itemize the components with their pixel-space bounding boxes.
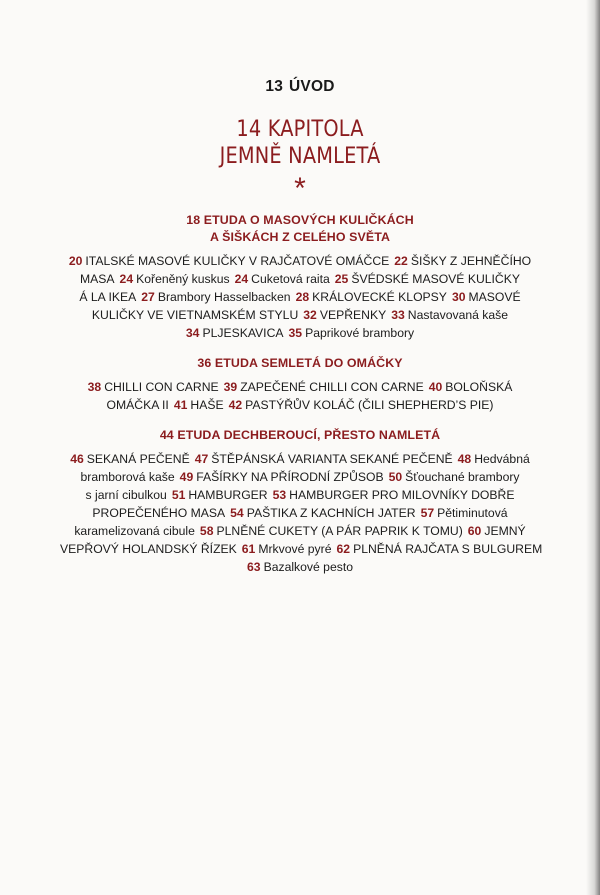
recipe-entry [235, 272, 330, 286]
recipe-page-number: 24 [234, 272, 249, 286]
recipe-page-number: 22 [394, 254, 408, 268]
recipe-entry [92, 506, 225, 520]
recipe-title: s jarní cibulkou [85, 488, 167, 502]
chapter-title-line-1 [89, 116, 511, 143]
recipe-title: karamelizovaná cibule [74, 524, 195, 538]
recipe-page-number: 60 [467, 524, 482, 538]
chapter-label: KAPITOLA [267, 117, 364, 142]
recipe-entry [86, 488, 167, 502]
etude-page-number: 18 [186, 213, 201, 227]
recipe-title: PLNĚNÉ CUKETY (A PÁR PAPRIK K TOMU) [216, 524, 463, 538]
etude-page-number: 36 [197, 356, 212, 370]
recipe-title: ITALSKÉ MASOVÉ KULIČKY V RAJČATOVÉ OMÁČCE [85, 254, 390, 268]
recipe-title: MASOVÉ [468, 290, 521, 304]
recipe-title: BOLOŇSKÁ [445, 380, 513, 394]
chapter-page-number: 14 [236, 117, 262, 142]
etude-title: ETUDA DECHBEROUCÍ, PŘESTO NAMLETÁ [173, 428, 441, 442]
recipe-entry [335, 272, 520, 286]
recipe-page-number: 42 [228, 398, 243, 412]
recipe-page-number: 39 [223, 380, 238, 394]
recipe-line [60, 504, 540, 522]
recipe-page-number: 54 [230, 506, 244, 520]
recipe-line [60, 486, 540, 504]
recipe-title: HAŠE [190, 398, 224, 412]
recipe-page-number: 40 [428, 380, 443, 394]
recipe-list [60, 252, 540, 342]
recipe-line [60, 378, 540, 396]
recipe-line [60, 252, 540, 270]
recipe-entry [92, 308, 298, 322]
recipe-entry [289, 326, 415, 340]
recipe-page-number: 47 [194, 452, 209, 466]
recipe-line [60, 540, 543, 558]
recipe-title: OMÁČKA II [106, 398, 169, 412]
recipe-page-number: 48 [457, 452, 472, 466]
recipe-page-number: 24 [119, 272, 134, 286]
recipe-list [60, 450, 543, 576]
page-edge-shadow [586, 0, 600, 895]
recipe-title: ŠVÉDSKÉ MASOVÉ KULIČKY [351, 272, 520, 286]
recipe-title: PASTÝŘŮV KOLÁČ (ČILI SHEPHERD’S PIE) [245, 398, 494, 412]
sections-container [60, 212, 543, 576]
recipe-entry [296, 290, 447, 304]
recipe-title: Brambory Hasselbacken [157, 290, 291, 304]
etude-page-number: 44 [159, 428, 174, 442]
recipe-entry [141, 290, 290, 304]
recipe-title: Kořeněný kuskus [136, 272, 230, 286]
recipe-line [60, 270, 540, 288]
etude-heading-line: A ŠIŠKÁCH Z CELÉHO SVĚTA [209, 230, 390, 244]
recipe-entry [394, 254, 531, 268]
recipe-title: JEMNÝ [484, 524, 526, 538]
chapter-title-line-2: JEMNĚ NAMLETÁ [219, 144, 381, 169]
recipe-title: MASA [80, 272, 115, 286]
recipe-title: PAŠTIKA Z KACHNÍCH JATER [246, 506, 416, 520]
recipe-page-number: 58 [199, 524, 214, 538]
recipe-page-number: 20 [68, 254, 83, 268]
recipe-entry [200, 524, 463, 538]
recipe-page-number: 50 [388, 470, 403, 484]
recipe-page-number: 34 [185, 326, 200, 340]
intro-page-number: 13 [265, 78, 284, 95]
recipe-entry [174, 398, 224, 412]
recipe-entry [421, 506, 508, 520]
recipe-entry [247, 560, 353, 574]
recipe-title: Cuketová raita [251, 272, 330, 286]
recipe-page-number: 33 [391, 308, 405, 322]
etude-heading-line [60, 355, 540, 372]
recipe-entry [303, 308, 386, 322]
recipe-entry [195, 452, 453, 466]
intro-label: ÚVOD [289, 78, 335, 95]
recipe-title: HAMBURGER PRO MILOVNÍKY DOBŘE [289, 488, 515, 502]
recipe-entry [74, 524, 195, 538]
recipe-entry [60, 542, 237, 556]
recipe-page-number: 32 [303, 308, 317, 322]
recipe-page-number: 27 [141, 290, 155, 304]
chapter-title [89, 116, 511, 170]
recipe-page-number: 38 [87, 380, 102, 394]
recipe-entry [242, 542, 332, 556]
recipe-line [60, 288, 540, 306]
recipe-entry [391, 308, 508, 322]
recipe-title: Nastavovaná kaše [407, 308, 509, 322]
recipe-entry [79, 290, 136, 304]
recipe-entry [81, 470, 175, 484]
recipe-entry [120, 272, 230, 286]
recipe-title: VEPŘENKY [319, 308, 387, 322]
etude-heading [60, 212, 540, 246]
recipe-title: Pětiminutová [437, 506, 508, 520]
recipe-title: ŠTĚPÁNSKÁ VARIANTA SEKANÉ PEČENĚ [211, 452, 453, 466]
recipe-page-number: 57 [420, 506, 435, 520]
intro-entry [60, 78, 540, 96]
recipe-page-number: 51 [171, 488, 186, 502]
recipe-page-number: 35 [288, 326, 303, 340]
recipe-title: Šťouchané brambory [405, 470, 520, 484]
recipe-title: PLJESKAVICA [202, 326, 284, 340]
recipe-entry [224, 380, 424, 394]
recipe-line [60, 306, 540, 324]
recipe-title: Hedvábná [474, 452, 530, 466]
recipe-entry [458, 452, 530, 466]
recipe-line [60, 558, 540, 576]
etude-heading [60, 427, 540, 444]
recipe-title: PLNĚNÁ RAJČATA S BULGUREM [353, 542, 543, 556]
recipe-page-number: 25 [334, 272, 349, 286]
recipe-title: ZAPEČENÉ CHILLI CON CARNE [240, 380, 424, 394]
recipe-page-number: 63 [247, 560, 261, 574]
recipe-title: CHILLI CON CARNE [104, 380, 219, 394]
recipe-title: PROPEČENÉHO MASA [92, 506, 226, 520]
etude-heading [60, 355, 540, 372]
recipe-entry [389, 470, 520, 484]
recipe-title: Á LA IKEA [79, 290, 137, 304]
recipe-title: FAŠÍRKY NA PŘÍRODNÍ ZPŮSOB [196, 470, 384, 484]
recipe-entry [69, 254, 389, 268]
recipe-title: KULIČKY VE VIETNAMSKÉM STYLU [91, 308, 299, 322]
etude-title: ETUDA O MASOVÝCH KULIČKÁCH [200, 213, 414, 227]
recipe-line [60, 396, 540, 414]
etude-title: ETUDA SEMLETÁ DO OMÁČKY [211, 356, 403, 370]
recipe-entry [107, 398, 169, 412]
recipe-entry [229, 398, 494, 412]
recipe-title: Mrkvové pyré [258, 542, 332, 556]
recipe-page-number: 53 [272, 488, 287, 502]
asterisk-ornament: * [294, 172, 306, 205]
recipe-page-number: 62 [336, 542, 351, 556]
recipe-entry [273, 488, 515, 502]
recipe-title: KRÁLOVECKÉ KLOPSY [312, 290, 447, 304]
recipe-title: VEPŘOVÝ HOLANDSKÝ ŘÍZEK [60, 542, 237, 556]
recipe-page-number: 28 [295, 290, 310, 304]
recipe-line [60, 468, 540, 486]
recipe-entry [230, 506, 415, 520]
recipe-entry [468, 524, 526, 538]
recipe-entry [70, 452, 190, 466]
recipe-list [60, 378, 540, 414]
recipe-page-number: 61 [241, 542, 256, 556]
table-of-contents [60, 0, 543, 576]
recipe-page-number: 49 [179, 470, 194, 484]
recipe-line [60, 324, 540, 342]
recipe-title: SEKANÁ PEČENĚ [86, 452, 190, 466]
recipe-title: HAMBURGER [188, 488, 268, 502]
recipe-entry [337, 542, 543, 556]
etude-heading-line [60, 427, 540, 444]
recipe-line [60, 522, 540, 540]
etude-heading-line [60, 212, 540, 229]
recipe-page-number: 41 [173, 398, 188, 412]
recipe-title: ŠIŠKY Z JEHNĚČÍHO [410, 254, 532, 268]
recipe-title: bramborová kaše [80, 470, 175, 484]
recipe-entry [172, 488, 268, 502]
recipe-entry [452, 290, 521, 304]
recipe-title: Bazalkové pesto [263, 560, 353, 574]
recipe-entry [80, 272, 115, 286]
recipe-entry [429, 380, 513, 394]
recipe-entry [186, 326, 284, 340]
recipe-page-number: 46 [70, 452, 84, 466]
recipe-entry [88, 380, 219, 394]
recipe-line [60, 450, 540, 468]
recipe-page-number: 30 [451, 290, 466, 304]
recipe-title: Paprikové brambory [305, 326, 415, 340]
recipe-entry [180, 470, 384, 484]
